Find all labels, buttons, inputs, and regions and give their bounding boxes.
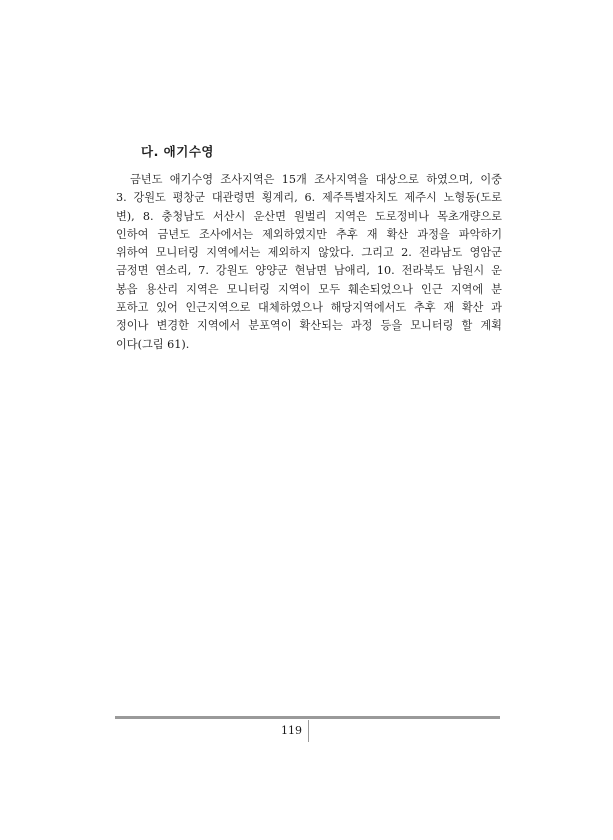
paragraph-line: 위하여 모니터링 지역에서는 제외하지 않았다. 그리고 2. 전라남도 영암군 (116, 246, 502, 260)
paragraph-line: 3. 강원도 평창군 대관령면 횡계리, 6. 제주특별자치도 제주시 노형동(도로 (116, 191, 502, 205)
paragraph-line: 이다(그림 61). (116, 337, 190, 351)
section-heading: 다. 애기수영 (141, 144, 214, 159)
footer-rule (115, 716, 500, 719)
footer-divider (308, 720, 309, 742)
paragraph-line: 정이나 변경한 지역에서 분포역이 확산되는 과정 등을 모니터링 할 계획 (116, 319, 502, 333)
paragraph-line: 금정면 연소리, 7. 강원도 양양군 현남면 남애리, 10. 전라북도 남원시 운 (116, 264, 502, 278)
paragraph-line: 포하고 있어 인근지역으로 대체하였으나 해당지역에서도 추후 재 확산 과 (116, 301, 502, 315)
paragraph-line: 변), 8. 충청남도 서산시 운산면 원벌리 지역은 도로정비나 목초개량으로 (116, 209, 502, 223)
paragraph-line: 인하여 금년도 조사에서는 제외하였지만 추후 재 확산 과정을 파악하기 (116, 227, 502, 241)
page-number: 119 (281, 724, 302, 737)
body-paragraph (116, 171, 502, 354)
paragraph-line: 금년도 애기수영 조사지역은 15개 조사지역을 대상으로 하였으며, 이중 (130, 173, 502, 186)
paragraph-line: 봉읍 용산리 지역은 모니터링 지역이 모두 훼손되었으나 인근 지역에 분 (116, 282, 502, 296)
